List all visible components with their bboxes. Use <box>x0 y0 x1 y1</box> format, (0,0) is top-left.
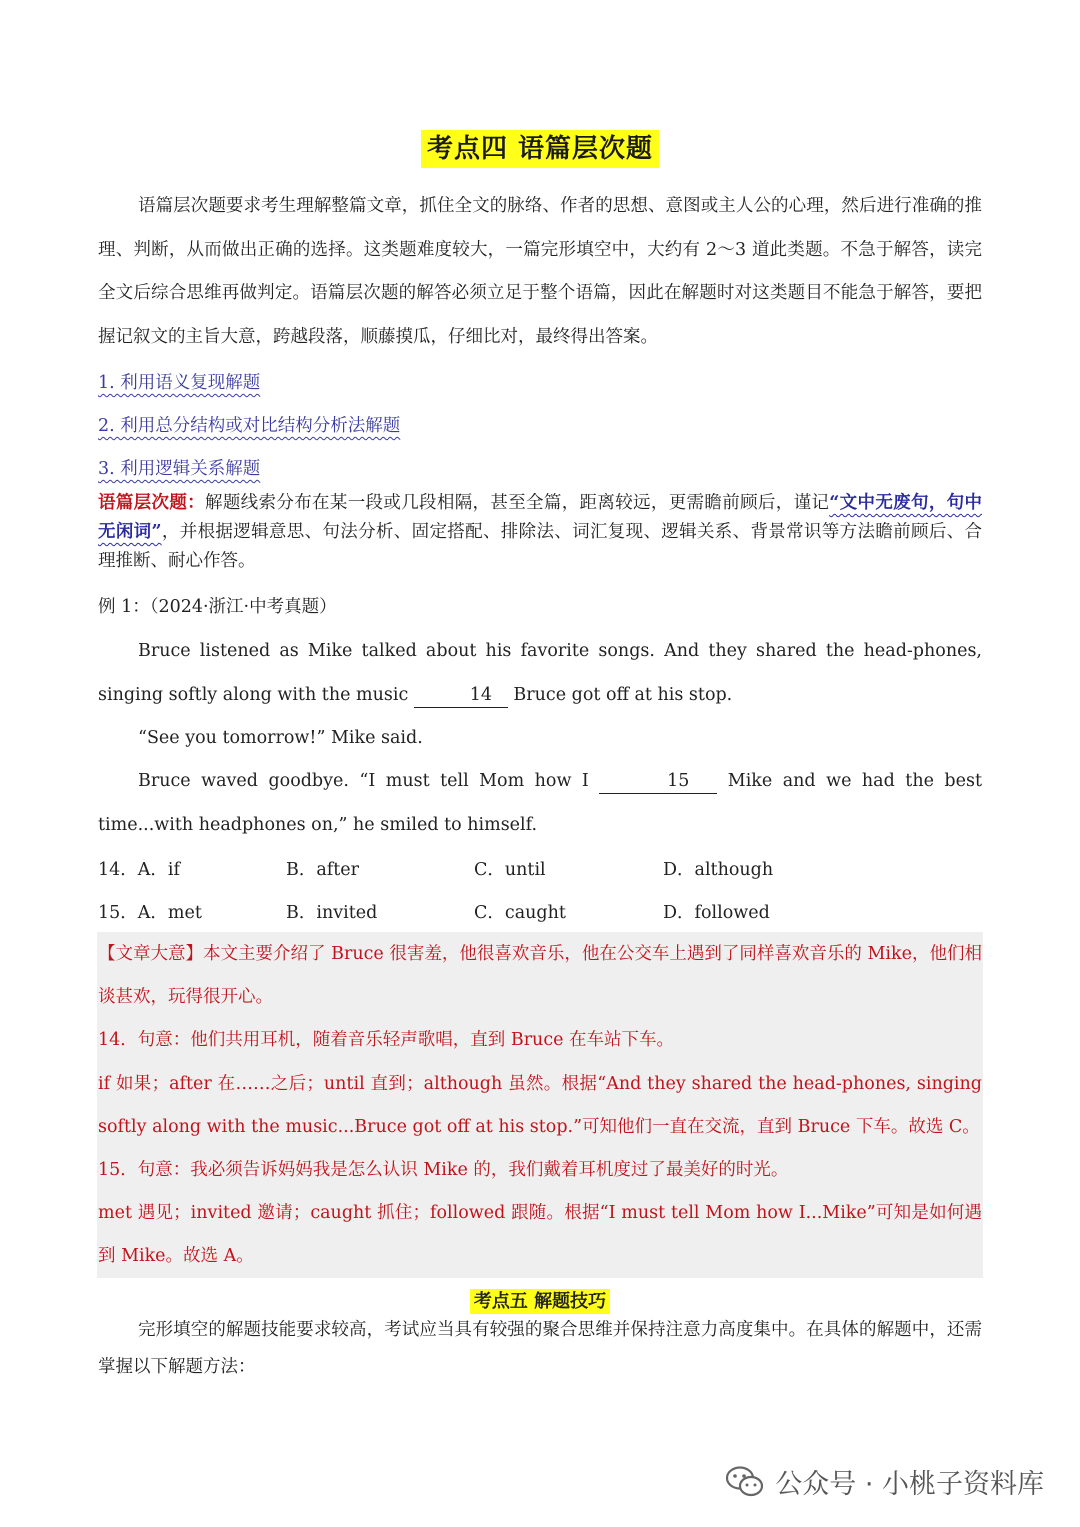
tip-highlight: “文中无废句，句中无闲词” <box>98 493 982 542</box>
passage-paragraph-3 <box>98 760 982 847</box>
option-14-d: D．although <box>663 860 774 880</box>
analysis-q15-meaning: 15．句意：我必须告诉妈妈我是怎么认识 Mike 的，我们戴着耳机度过了最美好的时光。 <box>98 1160 789 1180</box>
section-5-title-text: 考点五 解题技巧 <box>470 1289 610 1314</box>
option-15-c: C．caught <box>474 903 566 923</box>
section-5-paragraph: 完形填空的解题技能要求较高，考试应当具有较强的聚合思维并保持注意力高度集中。在具体的解题中，还需掌握以下解题方法： <box>98 1320 982 1377</box>
section-title <box>0 128 1080 165</box>
blank-14: 14 <box>414 683 508 708</box>
option-15-d: D．followed <box>663 903 770 923</box>
options-row-14 <box>98 856 982 886</box>
analysis-q14-explain: if 如果；after 在……之后；until 直到；although 虽然。根据“And they shared the head-phones, singing softly along with the music...Bruce got off at his stop.”可知他们一直在交流，直到 Bruce 下车。故选 C。 <box>98 1074 982 1138</box>
method-item-2: 2. 利用总分结构或对比结构分析法解题 <box>98 416 401 436</box>
blank-15: 15 <box>599 769 717 794</box>
tip-text-1: 解题线索分布在某一段或几段相隔，甚至全篇，距离较远，更需瞻前顾后，谨记 <box>205 493 830 513</box>
option-15-a: 15．A．met <box>98 903 202 923</box>
tip-text-2: ，并根据逻辑意思、句法分析、固定搭配、排除法、词汇复现、逻辑关系、背景常识等方法瞻前顾后、合理推断、耐心作答。 <box>98 522 982 571</box>
analysis-summary: 【文章大意】本文主要介绍了 Bruce 很害羞，他很喜欢音乐，他在公交车上遇到了同样喜欢音乐的 Mike，他们相谈甚欢，玩得很开心。 <box>98 944 982 1008</box>
options-row-15 <box>98 899 982 929</box>
analysis-q15-explain: met 遇见；invited 邀请；caught 抓住；followed 跟随。根据“I must tell Mom how I...Mike”可知是如何遇到 Mike。故选 A。 <box>98 1203 982 1267</box>
option-14-c: C．until <box>474 860 546 880</box>
wechat-icon <box>725 1465 765 1499</box>
method-item-1: 1. 利用语义复现解题 <box>98 373 261 393</box>
section-5-title <box>0 1287 1080 1313</box>
option-14-a: 14．A．if <box>98 860 180 880</box>
watermark <box>725 1462 1044 1501</box>
passage-text-1b: Bruce got off at his stop. <box>507 684 733 705</box>
tip-paragraph <box>98 489 982 576</box>
passage-text-1a: Bruce listened as Mike talked about his favorite songs. And they shared the head-phones, singing softly along with the music <box>98 641 982 705</box>
watermark-text: 公众号 · 小桃子资料库 <box>775 1469 1044 1500</box>
section-title-text: 考点四 语篇层次题 <box>421 130 659 168</box>
intro-paragraph: 语篇层次题要求考生理解整篇文章，抓住全文的脉络、作者的思想、意图或主人公的心理，然后进行准确的推理、判断，从而做出正确的选择。这类题难度较大，一篇完形填空中，大约有 2～3 道此类题。不急于解答，读完全文后综合思维再做判定。语篇层次题的解答必须立足于整个语篇，因此在解题时对这类题目不能急于解答，要把握记叙文的主旨大意，跨越段落，顺藤摸瓜，仔细比对，最终得出答案。 <box>98 196 982 347</box>
option-15-b: B．invited <box>286 903 378 923</box>
example-header: 例 1：（2024·浙江·中考真题） <box>98 597 337 617</box>
analysis-q14-meaning: 14．句意：他们共用耳机，随着音乐轻声歌唱，直到 Bruce 在车站下车。 <box>98 1030 675 1050</box>
tip-label: 语篇层次题： <box>98 493 206 513</box>
passage-paragraph-2: “See you tomorrow!” Mike said. <box>138 728 423 748</box>
option-14-b: B．after <box>286 860 360 880</box>
passage-text-3b: Mike and we had the best time...with headphones on,” he smiled to himself. <box>98 771 982 835</box>
passage-text-3a: Bruce waved goodbye. “I must tell Mom how I <box>138 771 600 791</box>
passage-paragraph-1 <box>98 630 982 717</box>
method-item-3: 3. 利用逻辑关系解题 <box>98 459 261 479</box>
